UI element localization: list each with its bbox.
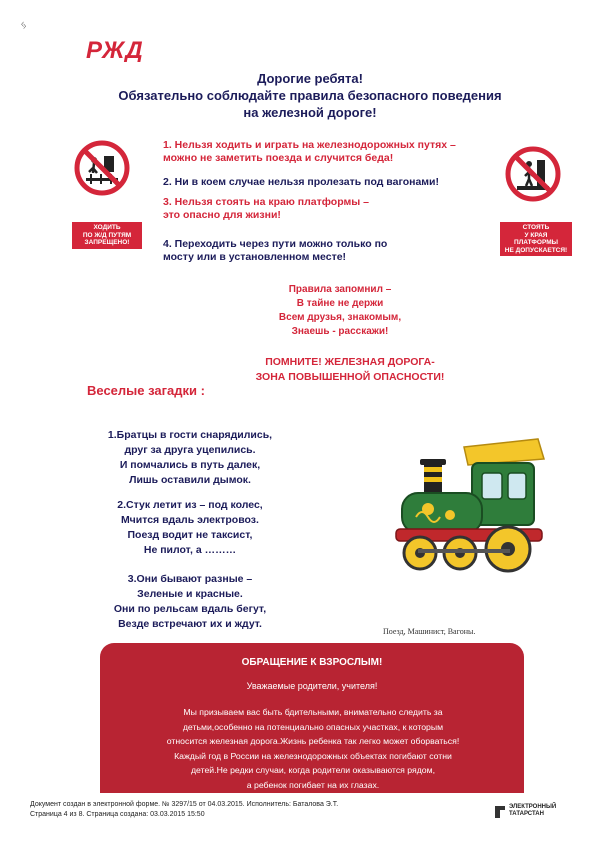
riddle-line: друг за друга уцепились.: [124, 444, 256, 456]
riddle-answers: Поезд, Машинист, Вагоны.: [383, 627, 476, 636]
poem-line: Всем друзья, знакомым,: [278, 312, 402, 323]
plate-line: ЗАПРЕЩЕНО!: [84, 239, 130, 246]
appeal-line: детьми,особенно на потенциально опасных участках, к которым: [182, 721, 444, 732]
riddle-line: Они по рельсам вдаль бегут,: [113, 603, 267, 615]
riddle-line: 3.Они бывают разные –: [127, 573, 253, 585]
rule-4: [163, 238, 463, 264]
tatarstan-logo-icon: [494, 805, 506, 819]
rule-3: [163, 196, 483, 222]
train-illustration: [388, 425, 556, 593]
adults-appeal-greeting: Уважаемые родители, учителя!: [246, 681, 378, 691]
appeal-line: Каждый год в России на железнодорожных объектах погибают сотни: [174, 750, 452, 761]
riddle-line: Не пилот, а ………: [143, 544, 237, 556]
no-walking-on-tracks-icon: [74, 140, 130, 196]
rule-text: 3. Нельзя стоять на краю платформы –: [163, 196, 369, 208]
poem-line: Правила запомнил –: [288, 284, 392, 295]
scan-mark: ᛃ: [20, 18, 28, 32]
rule-text: это опасно для жизни!: [163, 209, 281, 221]
rule-2: [163, 176, 503, 189]
plate-line: У КРАЯ: [524, 231, 548, 239]
rule-text: 4. Переходить через пути можно только по: [163, 238, 388, 250]
riddle-line: 1.Братцы в гости снарядились,: [107, 429, 273, 441]
riddle-2: [80, 498, 300, 558]
plate-line: ПЛАТФОРМЫ: [514, 239, 558, 246]
appeal-line: Мы призываем вас быть бдительными, внимательно следить за: [183, 707, 443, 717]
danger-warning: [230, 355, 470, 385]
adults-appeal-box: [100, 643, 524, 793]
warning-line: ПОМНИТЕ! ЖЕЛЕЗНАЯ ДОРОГА-: [265, 356, 435, 368]
adults-appeal-body: [114, 705, 512, 792]
footer-line: Страница 4 из 8. Страница создана: 03.03.2015 15:50: [30, 810, 205, 818]
title-line-1: Дорогие ребята!: [257, 71, 363, 86]
no-standing-plate: [500, 222, 572, 256]
no-standing-at-edge-icon: [505, 146, 561, 202]
plate-line: СТОЯТЬ: [522, 224, 550, 231]
title-line-2: Обязательно соблюдайте правила безопасного поведения: [118, 88, 502, 103]
riddle-line: Лишь оставили дымок.: [129, 474, 251, 486]
riddle-line: Зеленые и красные.: [137, 588, 243, 600]
riddle-line: Поезд водит не таксист,: [127, 529, 253, 541]
riddle-line: И помчались в путь далек,: [119, 459, 261, 471]
plate-line: ПО Ж/Д ПУТЯМ: [82, 231, 132, 239]
riddle-1: [80, 428, 300, 488]
warning-line: ЗОНА ПОВЫШЕННОЙ ОПАСНОСТИ!: [255, 371, 445, 383]
appeal-line: а ребенок погибает на их глазах.: [246, 779, 380, 790]
appeal-line: относится железная дорога.Жизнь ребенка так легко может оборваться!: [166, 736, 460, 746]
rule-text: 1. Нельзя ходить и играть на железнодорожных путях –: [163, 139, 456, 151]
rule-text: 2. Ни в коем случае нельзя пролезать под вагонами!: [163, 176, 440, 188]
rules-poem: [270, 283, 410, 339]
appeal-line: детей.Не редки случаи, когда родители оказываются рядом,: [190, 765, 435, 775]
electronic-tatarstan-logo: [494, 803, 560, 821]
logo-text: ТАТАРСТАН: [509, 811, 544, 817]
rule-1: [163, 139, 503, 165]
rzd-logo: [84, 36, 182, 62]
no-walking-plate: [72, 222, 142, 249]
poem-line: В тайне не держи: [296, 298, 384, 309]
rule-text: можно не заметить поезда и случится беда!: [163, 152, 394, 164]
riddles-heading: Веселые загадки :: [87, 383, 205, 398]
footer-line: Документ создан в электронной форме. № 3297/15 от 04.03.2015. Исполнитель: Баталова Э.Т.: [30, 801, 339, 808]
plate-line: НЕ ДОПУСКАЕТСЯ!: [504, 246, 568, 254]
adults-appeal-title: ОБРАЩЕНИЕ К ВЗРОСЛЫМ!: [241, 657, 383, 668]
logo-text: ЭЛЕКТРОННЫЙ: [509, 804, 557, 810]
riddle-line: Везде встречают их и ждут.: [118, 618, 262, 630]
rule-text: мосту или в установленном месте!: [163, 251, 347, 263]
page-title: [60, 70, 560, 121]
document-footer: [30, 800, 338, 819]
plate-line: ХОДИТЬ: [93, 224, 121, 231]
riddle-3: [80, 572, 300, 632]
poem-line: Знаешь - расскажи!: [291, 326, 389, 337]
title-line-3: на железной дороге!: [243, 105, 377, 120]
svg-text:РЖД: РЖД: [86, 37, 144, 62]
riddle-line: Мчится вдаль электровоз.: [121, 514, 259, 526]
riddle-line: 2.Стук летит из – под колес,: [117, 499, 263, 511]
